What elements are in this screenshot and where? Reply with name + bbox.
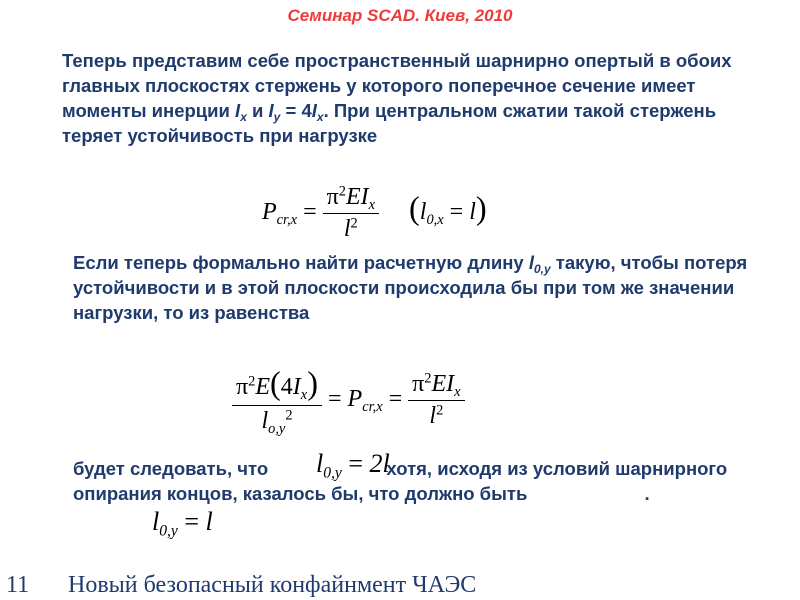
f1-cond-open: ( xyxy=(408,191,420,228)
f2-rden-l: l xyxy=(429,403,437,429)
f2-rei-sub: x xyxy=(454,384,461,401)
f2-rei: EI xyxy=(431,371,455,397)
f1-numerator xyxy=(323,184,379,214)
f2-eq2: = xyxy=(388,386,403,413)
f4-sub: 0,y xyxy=(159,522,178,540)
f1-den-l: l xyxy=(343,216,351,242)
intro-tail: . При центральном сжатии такой стержень теряет устойчивость при нагрузке xyxy=(62,100,717,146)
f1-cond-sub: 0,x xyxy=(426,212,444,229)
f2-paren-open: ( xyxy=(270,366,281,402)
paragraph-intro xyxy=(62,48,762,148)
f1-lhs: P xyxy=(262,199,277,226)
ix-subscript: x xyxy=(240,110,247,124)
f3-sub: 0,y xyxy=(323,464,342,482)
f1-lhs-sub: cr,x xyxy=(276,212,298,229)
f1-cond-eq: = xyxy=(449,199,464,226)
f2-rpi: π xyxy=(412,371,425,397)
f1-fraction xyxy=(323,184,379,243)
f2-i-sub: x xyxy=(300,387,308,404)
f2-left-denominator xyxy=(232,406,322,438)
footer-text: Новый безопасный конфайнмент ЧАЭС xyxy=(68,572,477,598)
p3-line1a: будет следовать, что xyxy=(73,458,274,479)
f2-right-denominator xyxy=(408,401,464,430)
slide-header: Семинар SCAD. Киев, 2010 xyxy=(287,6,513,25)
paragraph-conclusion xyxy=(73,456,763,506)
paragraph-effective-length xyxy=(73,250,763,325)
formula-l0y-2l xyxy=(316,449,390,482)
f2-den-l: l xyxy=(261,408,269,434)
f1-pi-pow: 2 xyxy=(338,183,346,200)
f2-rden-pow: 2 xyxy=(436,402,444,419)
f4-rhs: l xyxy=(205,507,213,536)
f2-mid: P xyxy=(347,386,363,413)
p2-l-letter: l xyxy=(528,252,534,273)
p3-end: . xyxy=(644,483,650,504)
f1-eq: = xyxy=(303,199,317,226)
f2-right-fraction xyxy=(408,371,464,430)
f2-left-fraction xyxy=(232,366,322,438)
f2-i: I xyxy=(292,374,301,400)
formula-l0y-l xyxy=(152,507,213,540)
f3-eq: = xyxy=(348,449,364,478)
f2-den-pow: 2 xyxy=(285,407,293,424)
f1-cond-rhs: l xyxy=(469,199,476,226)
formula-equality xyxy=(232,366,465,438)
formula-critical-load-x xyxy=(262,184,487,243)
f1-pi: π xyxy=(326,184,339,210)
f2-eq1: = xyxy=(327,386,342,413)
iy-letter: I xyxy=(268,100,274,121)
ix2-subscript: x xyxy=(316,110,324,124)
f2-pi-pow: 2 xyxy=(248,373,256,390)
iy-subscript: y xyxy=(273,110,281,124)
slide-number: 11 xyxy=(6,572,30,598)
f1-denominator xyxy=(323,214,379,243)
f4-eq: = xyxy=(184,507,200,536)
f1-ei-sub: x xyxy=(368,197,375,214)
f2-den-sub: o,y xyxy=(268,421,286,438)
f2-left-numerator xyxy=(232,366,322,406)
f1-den-pow: 2 xyxy=(350,215,358,232)
f2-four: 4 xyxy=(280,374,293,400)
p2-tail: такую, чтобы потеря устойчивости и в этой плоскости происходила бы при том же значении нагрузки, то из равенства xyxy=(73,252,748,323)
f1-ei: EI xyxy=(345,184,369,210)
p2-text: Если теперь формально найти расчетную длину xyxy=(73,252,529,273)
p3-line1b: хотя, исходя из условий шарнирного опирания концов, казалось бы, что должно быть xyxy=(73,458,728,504)
f3-l: l xyxy=(316,449,324,478)
f3-rhs: 2l xyxy=(369,449,390,478)
equals-four: = 4 xyxy=(280,100,312,121)
ix-letter: I xyxy=(235,100,241,121)
f2-rpi-pow: 2 xyxy=(424,370,432,387)
ix2-letter: I xyxy=(311,100,317,121)
f2-paren-close: ) xyxy=(307,366,318,402)
f1-cond-l: l xyxy=(419,199,427,226)
f2-pi: π xyxy=(236,374,249,400)
f2-mid-sub: cr,x xyxy=(362,399,383,416)
intro-text: Теперь представим себе пространственный шарнирно опертый в обоих главных плоскостях стержень у которого поперечное сечение имеет моменты инерции xyxy=(62,50,732,121)
f2-right-numerator xyxy=(408,371,464,401)
f1-cond-close: ) xyxy=(475,191,487,228)
f4-l: l xyxy=(152,507,160,536)
f2-e: E xyxy=(255,374,270,400)
and-word: и xyxy=(246,100,269,121)
p2-l-subscript: 0,y xyxy=(533,262,551,276)
